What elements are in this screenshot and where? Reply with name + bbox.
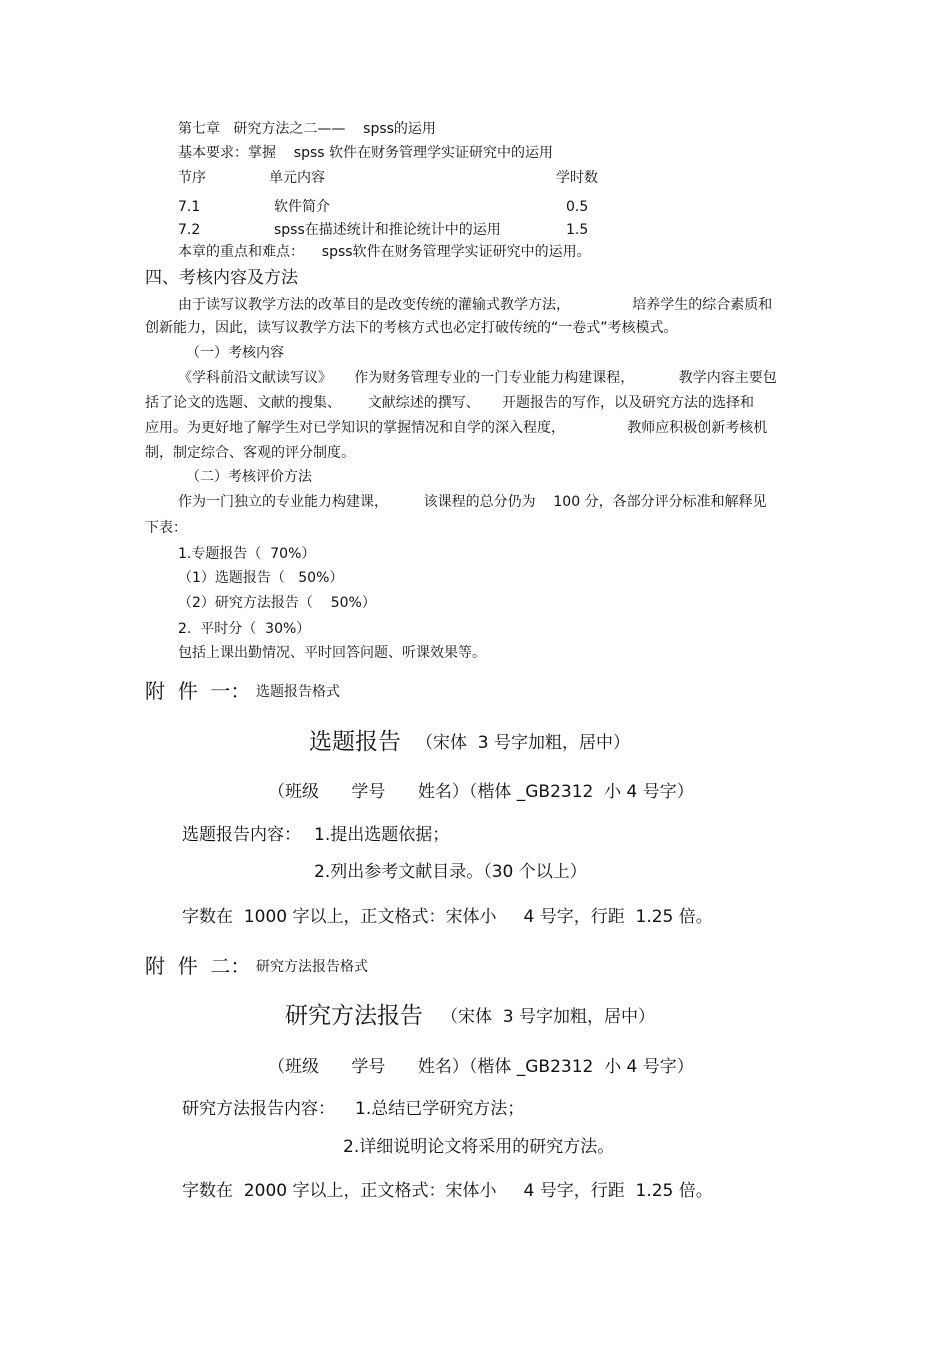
format-line: 字数在 1000 字以上，正文格式：宋体小 4 号字，行距 1.25 倍。 [182, 907, 713, 927]
paragraph-line: 《学科前沿文献读写议》 作为财务管理专业的一门专业能力构建课程， 教学内容主要包 [178, 370, 777, 386]
report-content-item: 2.详细说明论文将采用的研究方法。 [343, 1137, 615, 1157]
score-item: （1）选题报告（ 50%） [178, 570, 344, 586]
table-cell-hours: 0.5 [566, 199, 589, 215]
appendix-title-note: （宋体 3 号字加粗，居中） [416, 733, 631, 753]
score-item: 包括上课出勤情况、平时回答问题、听课效果等。 [178, 645, 486, 661]
appendix-title: 研究方法报告 [285, 1003, 423, 1029]
format-line: 字数在 2000 字以上，正文格式：宋体小 4 号字，行距 1.25 倍。 [182, 1181, 713, 1201]
paragraph-line: 应用。为更好地了解学生对已学知识的掌握情况和自学的深入程度， 教师应积极创新考核机 [145, 420, 768, 436]
paragraph-line: 括了论文的选题、文献的搜集、 文献综述的撰写、 开题报告的写作，以及研究方法的选择和 [145, 395, 754, 411]
appendix-title-note: （宋体 3 号字加粗，居中） [441, 1007, 656, 1027]
score-item: 1.专题报告（ 70%） [178, 546, 316, 562]
chapter-requirement: 基本要求：掌握 spss 软件在财务管理学实证研究中的运用 [178, 145, 554, 161]
appendix-description: 研究方法报告格式 [256, 959, 368, 975]
paragraph-line: 由于读写议教学方法的改革目的是改变传统的灌输式教学方法， 培养学生的综合素质和 [178, 297, 773, 313]
student-info-line: （班级 学号 姓名）（楷体 _GB2312 小 4 号字） [268, 1057, 694, 1077]
paragraph-line: 制，制定综合、客观的评分制度。 [145, 445, 355, 461]
appendix-description: 选题报告格式 [256, 684, 340, 700]
student-info-line: （班级 学号 姓名）（楷体 _GB2312 小 4 号字） [268, 782, 694, 802]
chapter-title: 第七章 研究方法之二—— spss的运用 [178, 121, 436, 137]
table-cell-section: 7.1 [178, 199, 201, 215]
appendix-label: 附 件 二： [145, 954, 251, 978]
table-cell-content: 软件简介 [274, 199, 330, 215]
appendix-title: 选题报告 [309, 729, 401, 755]
table-cell-content: spss在描述统计和推论统计中的运用 [274, 222, 501, 238]
report-content-label: 研究方法报告内容： [182, 1099, 335, 1119]
report-content-item: 1.提出选题依据； [314, 825, 450, 845]
subsection-title: （一）考核内容 [186, 345, 284, 361]
report-content-item: 2.列出参考文献目录。（30 个以上） [314, 862, 587, 882]
chapter-key-points: 本章的重点和难点： spss软件在财务管理学实证研究中的运用。 [178, 244, 591, 260]
appendix-label: 附 件 一： [145, 679, 251, 703]
table-cell-section: 7.2 [178, 222, 201, 238]
paragraph-line: 作为一门独立的专业能力构建课， 该课程的总分仍为 100 分，各部分评分标准和解释见 [178, 494, 767, 510]
table-header-hours: 学时数 [556, 170, 598, 186]
report-content-label: 选题报告内容： [182, 825, 301, 845]
table-cell-hours: 1.5 [566, 222, 589, 238]
section-heading: 四、考核内容及方法 [145, 268, 298, 288]
table-header-content: 单元内容 [269, 170, 325, 186]
score-item: （2）研究方法报告（ 50%） [178, 595, 376, 611]
paragraph-line: 下表： [145, 520, 187, 536]
paragraph-line: 创新能力，因此，读写议教学方法下的考核方式也必定打破传统的“一卷式”考核模式。 [145, 320, 678, 336]
subsection-title: （二）考核评价方法 [186, 469, 312, 485]
table-header-section: 节序 [178, 170, 206, 186]
score-item: 2. 平时分（ 30%） [178, 621, 311, 637]
report-content-item: 1.总结已学研究方法； [355, 1099, 525, 1119]
